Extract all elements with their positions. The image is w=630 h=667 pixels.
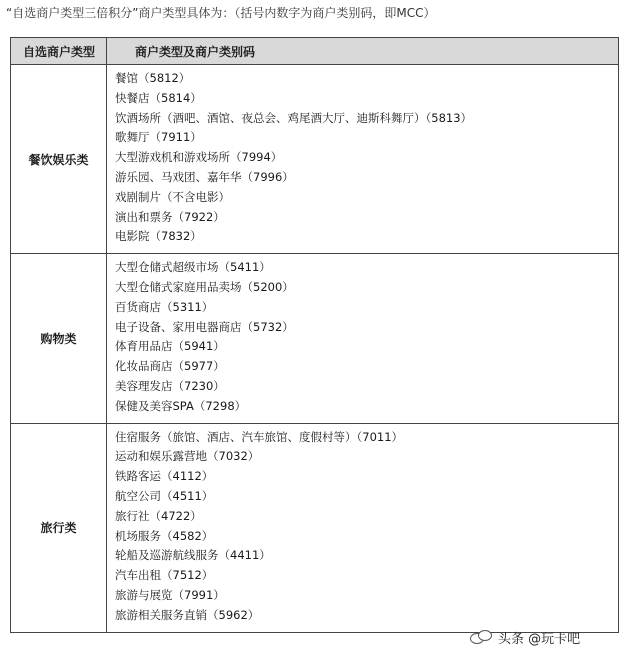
table-header-row xyxy=(11,38,619,65)
chat-bubbles-icon xyxy=(470,630,492,646)
merchant-item: 旅游与展览（7991） xyxy=(115,587,225,602)
category-cell: 旅行类 xyxy=(11,423,107,632)
merchant-item: 百货商店（5311） xyxy=(115,299,214,314)
merchant-item: 餐馆（5812） xyxy=(115,71,191,85)
header-merchant-types: 商户类型及商户类别码 xyxy=(107,38,619,65)
merchant-item: 大型仓储式超级市场（5411） xyxy=(115,260,271,275)
watermark xyxy=(470,628,580,647)
table-row xyxy=(11,65,619,254)
category-cell: 餐饮娱乐类 xyxy=(11,65,107,254)
merchant-item: 电影院（7832） xyxy=(115,229,202,244)
merchant-item: 住宿服务（旅馆、酒店、汽车旅馆、度假村等）（7011） xyxy=(115,429,404,444)
intro-text: “自选商户类型三倍积分”商户类型具体为：（括号内数字为商户类别码，即MCC） xyxy=(6,6,436,20)
merchant-list-cell xyxy=(107,65,619,254)
merchant-item: 饮酒场所（酒吧、酒馆、夜总会、鸡尾酒大厅、迪斯科舞厅）（5813） xyxy=(115,110,473,125)
merchant-item: 体育用品店（5941） xyxy=(115,339,225,354)
merchant-item: 游乐园、马戏团、嘉年华（7996） xyxy=(115,169,294,184)
merchant-item: 轮船及巡游航线服务（4411） xyxy=(115,548,271,563)
table-body xyxy=(11,65,619,633)
merchant-item: 航空公司（4511） xyxy=(115,488,214,503)
merchant-item: 电子设备、家用电器商店（5732） xyxy=(115,319,294,334)
merchant-item: 美容理发店（7230） xyxy=(115,378,225,393)
merchant-list-cell xyxy=(107,423,619,632)
merchant-item: 歌舞厅（7911） xyxy=(115,130,202,145)
merchant-item: 化妆品商店（5977） xyxy=(115,359,225,374)
merchant-list-cell xyxy=(107,254,619,423)
table-row xyxy=(11,254,619,423)
category-cell: 购物类 xyxy=(11,254,107,423)
merchant-item: 旅行社（4722） xyxy=(115,508,202,523)
merchant-item: 运动和娱乐露营地（7032） xyxy=(115,449,260,464)
merchant-item: 大型仓储式家庭用品卖场（5200） xyxy=(115,279,294,294)
merchant-item: 快餐店（5814） xyxy=(115,90,202,105)
merchant-item: 铁路客运（4112） xyxy=(115,469,214,484)
merchant-item: 保健及美容SPA（7298） xyxy=(115,398,247,413)
watermark-text: 头条 @玩卡吧 xyxy=(498,632,581,647)
merchant-item: 旅游相关服务直销（5962） xyxy=(115,607,260,622)
merchant-item: 戏剧制片（不含电影） xyxy=(115,189,230,204)
mcc-table xyxy=(10,37,619,633)
table-row xyxy=(11,423,619,632)
merchant-item: 大型游戏机和游戏场所（7994） xyxy=(115,150,283,165)
merchant-item: 汽车出租（7512） xyxy=(115,568,214,583)
merchant-item: 机场服务（4582） xyxy=(115,528,214,543)
merchant-item: 演出和票务（7922） xyxy=(115,209,225,224)
header-category: 自选商户类型 xyxy=(11,38,107,65)
